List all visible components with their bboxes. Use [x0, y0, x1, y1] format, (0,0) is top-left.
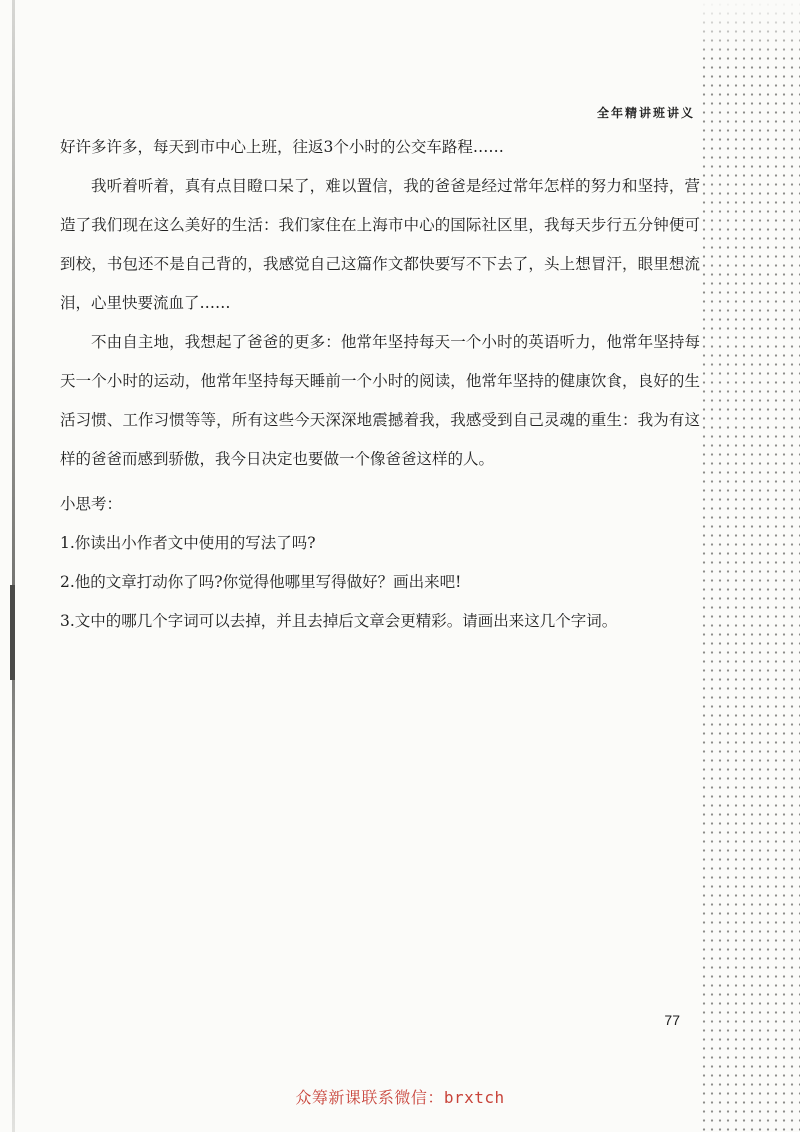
dotted-margin-pattern	[700, 0, 800, 1132]
paragraph-2: 我听着听着，真有点目瞪口呆了，难以置信，我的爸爸是经过常年怎样的努力和坚持，营造了我们现在这么美好的生活：我们家住在上海市中心的国际社区里，我每天步行五分钟便可到校，书包还不是自己背的，我感觉自己这篇作文都快要写不下去了，头上想冒汗，眼里想流泪，心里快要流血了……	[60, 177, 700, 312]
running-header-title: 全年精讲班讲义	[596, 106, 695, 120]
page-number: 77	[664, 1012, 680, 1028]
question-1: 1.你读出小作者文中使用的写法了吗?	[60, 534, 316, 552]
question-3: 3.文中的哪几个字词可以去掉，并且去掉后文章会更精彩。请画出来这几个字词。	[60, 612, 618, 630]
question-2: 2.他的文章打动你了吗?你觉得他哪里写得做好？画出来吧!	[60, 573, 462, 591]
essay-content	[60, 128, 700, 641]
scan-left-edge	[12, 0, 15, 1132]
paragraph-3: 不由自主地，我想起了爸爸的更多：他常年坚持每天一个小时的英语听力，他常年坚持每天一个小时的运动，他常年坚持每天睡前一个小时的阅读，他常年坚持的健康饮食，良好的生活习惯、工作习惯等等，所有这些今天深深地震撼着我，我感受到自己灵魂的重生：我为有这样的爸爸而感到骄傲，我今日决定也要做一个像爸爸这样的人。	[60, 333, 700, 468]
scan-edge-mark	[10, 585, 15, 680]
think-heading: 小思考：	[60, 495, 123, 513]
footer-watermark: 众筹新课联系微信：brxtch	[295, 1088, 505, 1107]
paragraph-continuation: 好许多许多，每天到市中心上班，往返3个小时的公交车路程……	[60, 138, 504, 156]
dotted-margin-fade	[700, 0, 800, 60]
